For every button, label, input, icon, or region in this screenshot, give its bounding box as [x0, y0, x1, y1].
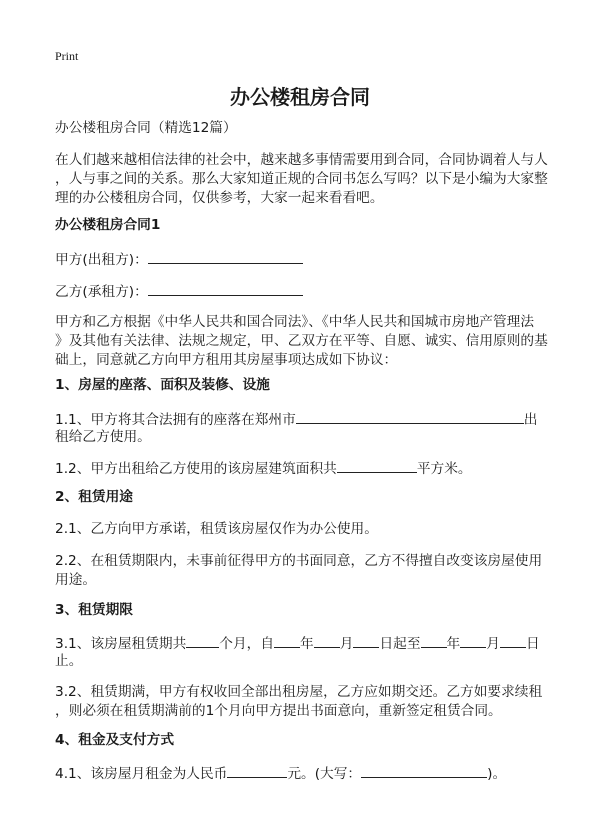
clause-1-2 — [55, 458, 472, 479]
clause-2-1: 2.1、乙方向甲方承诺，租赁该房屋仅作为办公使用。 — [55, 521, 378, 537]
party-a-blank — [148, 249, 303, 264]
clause-3-1-cont: 止。 — [55, 653, 83, 669]
party-b-label: 乙方(承租方)： — [55, 284, 148, 300]
clause-2-2-cont: 用途。 — [55, 572, 97, 588]
months-blank — [186, 633, 219, 648]
clause-text: 1.2、甲方出租给乙方使用的该房屋建筑面积共 — [55, 461, 337, 477]
clause-text: 年 — [446, 636, 461, 652]
clause-text: 个月，自 — [219, 636, 275, 652]
section-1-heading: 1、房屋的座落、面积及装修、设施 — [55, 377, 270, 393]
clause-3-1 — [55, 633, 540, 654]
party-b-blank — [148, 281, 303, 296]
rent-amount-blank — [227, 763, 287, 778]
clause-4-1 — [55, 763, 506, 784]
end-day-blank — [500, 633, 526, 648]
address-blank — [296, 409, 524, 424]
preamble-line: 》及其他有关法律、法规之规定，甲、乙双方在平等、自愿、诚实、信用原则的基 — [55, 333, 548, 349]
subtitle: 办公楼租房合同（精选12篇） — [55, 120, 237, 136]
intro-line: 理的办公楼租房合同，仅供参考，大家一起来看看吧。 — [55, 190, 384, 206]
end-month-blank — [460, 633, 486, 648]
clause-1-1 — [55, 409, 537, 430]
print-link[interactable]: Print — [55, 49, 79, 63]
start-day-blank — [353, 633, 379, 648]
section-3-heading: 3、租赁期限 — [55, 602, 133, 618]
clause-3-2-cont: ，则必须在租赁期满前的1个月向甲方提出书面意向，重新签定租赁合同。 — [55, 703, 502, 719]
clause-text: 1.1、甲方将其合法拥有的座落在郑州市 — [55, 412, 296, 428]
intro-line: ，人与事之间的关系。那么大家知道正规的合同书怎么写吗？以下是小编为大家整 — [55, 171, 548, 187]
clause-text: 日起至 — [379, 636, 421, 652]
page-title: 办公楼租房合同 — [230, 85, 370, 109]
party-a-label: 甲方(出租方)： — [55, 252, 148, 268]
clause-text: 4.1、该房屋月租金为人民币 — [55, 766, 228, 782]
clause-text: 元。(大写： — [287, 766, 362, 782]
preamble-line: 础上，同意就乙方向甲方租用其房屋事项达成如下协议： — [55, 352, 398, 368]
intro-line: 在人们越来越相信法律的社会中，越来越多事情需要用到合同，合同协调着人与人 — [55, 152, 548, 168]
start-year-blank — [274, 633, 300, 648]
clause-text: 日 — [525, 636, 540, 652]
clause-text: 月 — [339, 636, 354, 652]
clause-text: 年 — [300, 636, 314, 652]
section-4-heading: 4、租金及支付方式 — [55, 732, 175, 748]
clause-text: 月 — [486, 636, 500, 652]
party-a-row — [55, 249, 303, 270]
area-blank — [337, 458, 417, 473]
start-month-blank — [314, 633, 340, 648]
clause-3-2: 3.2、租赁期满，甲方有权收回全部出租房屋，乙方应如期交还。乙方如要求续租 — [55, 684, 543, 700]
clause-text: )。 — [487, 766, 507, 782]
clause-text: 平方米。 — [416, 461, 472, 477]
rent-uppercase-blank — [361, 763, 487, 778]
section-2-heading: 2、租赁用途 — [55, 489, 133, 505]
contract-heading: 办公楼租房合同1 — [55, 217, 161, 233]
party-b-row — [55, 281, 303, 302]
clause-text: 出 — [523, 412, 538, 428]
clause-1-1-cont: 租给乙方使用。 — [55, 429, 151, 445]
clause-2-2: 2.2、在租赁期限内，未事前征得甲方的书面同意，乙方不得擅自改变该房屋使用 — [55, 553, 543, 569]
end-year-blank — [421, 633, 447, 648]
preamble-line: 甲方和乙方根据《中华人民共和国合同法》、《中华人民共和国城市房地产管理法 — [55, 314, 535, 330]
clause-text: 3.1、该房屋租赁期共 — [55, 636, 187, 652]
